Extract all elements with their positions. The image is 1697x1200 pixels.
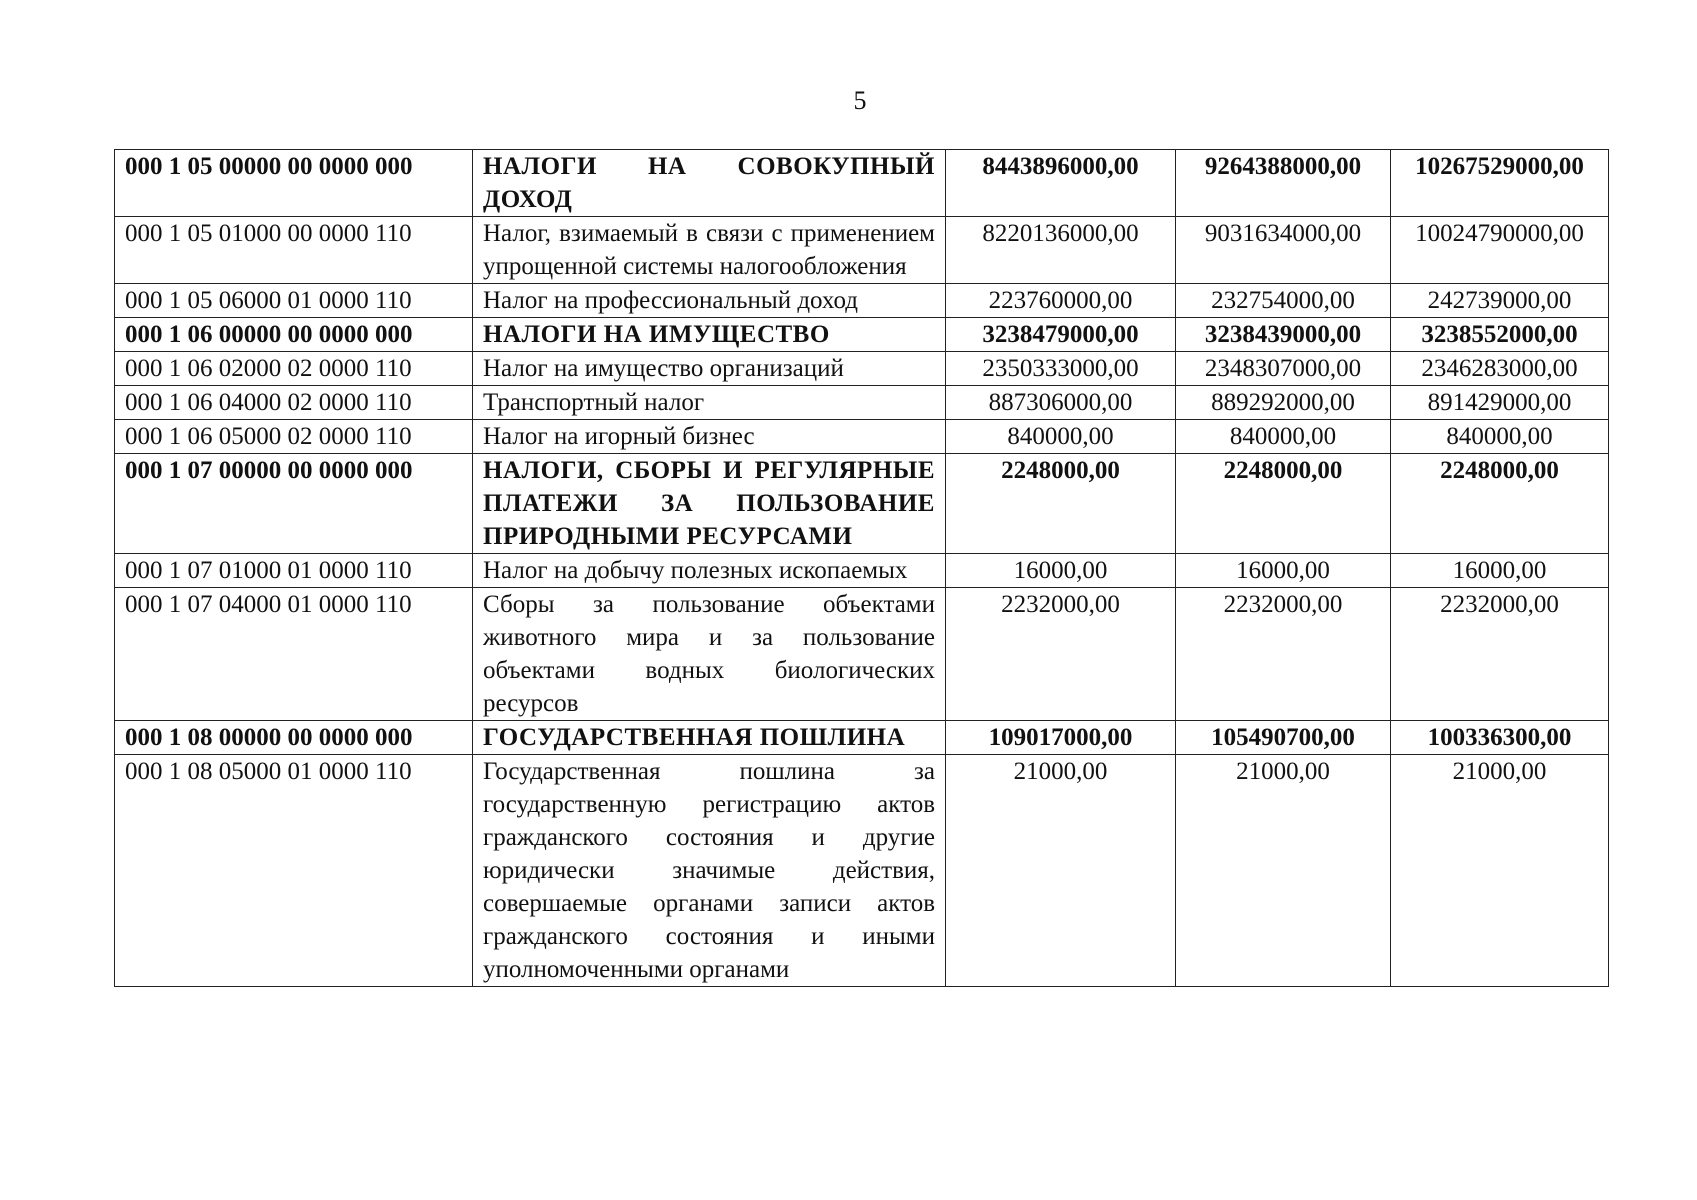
revenue-name-cell: Налог, взимаемый в связи с применением упрощенной системы налогообложения [473, 217, 946, 284]
table-row [115, 386, 1609, 420]
amount-year-1-cell: 223760000,00 [946, 284, 1176, 318]
amount-year-1-cell: 3238479000,00 [946, 318, 1176, 352]
amount-year-1-cell: 887306000,00 [946, 386, 1176, 420]
amount-year-3-cell: 10267529000,00 [1391, 150, 1609, 217]
amount-year-1-cell: 16000,00 [946, 554, 1176, 588]
revenue-name-cell: НАЛОГИ НА СОВОКУПНЫЙ ДОХОД [473, 150, 946, 217]
amount-year-1-cell: 2248000,00 [946, 454, 1176, 554]
revenue-name-cell: Сборы за пользование объектами животного мира и за пользование объектами водных биологических ресурсов [473, 588, 946, 721]
amount-year-1-cell: 2232000,00 [946, 588, 1176, 721]
amount-year-3-cell: 16000,00 [1391, 554, 1609, 588]
budget-code-cell: 000 1 07 01000 01 0000 110 [115, 554, 473, 588]
amount-year-3-cell: 10024790000,00 [1391, 217, 1609, 284]
budget-code-cell: 000 1 08 00000 00 0000 000 [115, 721, 473, 755]
revenue-name-cell: Транспортный налог [473, 386, 946, 420]
amount-year-2-cell: 840000,00 [1176, 420, 1391, 454]
amount-year-2-cell: 16000,00 [1176, 554, 1391, 588]
revenue-name-cell: НАЛОГИ НА ИМУЩЕСТВО [473, 318, 946, 352]
amount-year-3-cell: 100336300,00 [1391, 721, 1609, 755]
amount-year-3-cell: 21000,00 [1391, 755, 1609, 987]
amount-year-3-cell: 2232000,00 [1391, 588, 1609, 721]
table-row [115, 217, 1609, 284]
amount-year-1-cell: 2350333000,00 [946, 352, 1176, 386]
amount-year-2-cell: 105490700,00 [1176, 721, 1391, 755]
budget-code-cell: 000 1 08 05000 01 0000 110 [115, 755, 473, 987]
revenue-name-cell: Государственная пошлина за государственную регистрацию актов гражданского состояния и другие юридически значимые действия, совершаемые органами записи актов гражданского состояния и иными уполномоченными органами [473, 755, 946, 987]
table-row [115, 454, 1609, 554]
budget-code-cell: 000 1 06 00000 00 0000 000 [115, 318, 473, 352]
table-row [115, 554, 1609, 588]
table-row [115, 284, 1609, 318]
table-row [115, 318, 1609, 352]
amount-year-2-cell: 232754000,00 [1176, 284, 1391, 318]
table-row [115, 150, 1609, 217]
amount-year-3-cell: 891429000,00 [1391, 386, 1609, 420]
table-row [115, 755, 1609, 987]
amount-year-1-cell: 8220136000,00 [946, 217, 1176, 284]
budget-code-cell: 000 1 05 01000 00 0000 110 [115, 217, 473, 284]
amount-year-3-cell: 3238552000,00 [1391, 318, 1609, 352]
revenue-name-cell: Налог на имущество организаций [473, 352, 946, 386]
amount-year-3-cell: 2346283000,00 [1391, 352, 1609, 386]
revenue-name-cell: Налог на игорный бизнес [473, 420, 946, 454]
amount-year-2-cell: 3238439000,00 [1176, 318, 1391, 352]
table-row [115, 420, 1609, 454]
amount-year-2-cell: 889292000,00 [1176, 386, 1391, 420]
amount-year-2-cell: 21000,00 [1176, 755, 1391, 987]
amount-year-2-cell: 2348307000,00 [1176, 352, 1391, 386]
budget-code-cell: 000 1 05 00000 00 0000 000 [115, 150, 473, 217]
amount-year-2-cell: 9031634000,00 [1176, 217, 1391, 284]
amount-year-1-cell: 840000,00 [946, 420, 1176, 454]
budget-code-cell: 000 1 06 04000 02 0000 110 [115, 386, 473, 420]
amount-year-1-cell: 21000,00 [946, 755, 1176, 987]
amount-year-2-cell: 2232000,00 [1176, 588, 1391, 721]
revenue-name-cell: ГОСУДАРСТВЕННАЯ ПОШЛИНА [473, 721, 946, 755]
amount-year-3-cell: 2248000,00 [1391, 454, 1609, 554]
table-row [115, 352, 1609, 386]
budget-code-cell: 000 1 06 05000 02 0000 110 [115, 420, 473, 454]
revenue-name-cell: Налог на добычу полезных ископаемых [473, 554, 946, 588]
amount-year-2-cell: 2248000,00 [1176, 454, 1391, 554]
budget-code-cell: 000 1 05 06000 01 0000 110 [115, 284, 473, 318]
revenue-table [114, 149, 1609, 987]
amount-year-2-cell: 9264388000,00 [1176, 150, 1391, 217]
table-row [115, 721, 1609, 755]
amount-year-3-cell: 242739000,00 [1391, 284, 1609, 318]
amount-year-3-cell: 840000,00 [1391, 420, 1609, 454]
revenue-name-cell: Налог на профессиональный доход [473, 284, 946, 318]
budget-code-cell: 000 1 07 04000 01 0000 110 [115, 588, 473, 721]
budget-code-cell: 000 1 07 00000 00 0000 000 [115, 454, 473, 554]
amount-year-1-cell: 109017000,00 [946, 721, 1176, 755]
budget-code-cell: 000 1 06 02000 02 0000 110 [115, 352, 473, 386]
table-row [115, 588, 1609, 721]
page-number: 5 [853, 86, 867, 115]
amount-year-1-cell: 8443896000,00 [946, 150, 1176, 217]
revenue-name-cell: НАЛОГИ, СБОРЫ И РЕГУЛЯРНЫЕ ПЛАТЕЖИ ЗА ПОЛЬЗОВАНИЕ ПРИРОДНЫМИ РЕСУРСАМИ [473, 454, 946, 554]
